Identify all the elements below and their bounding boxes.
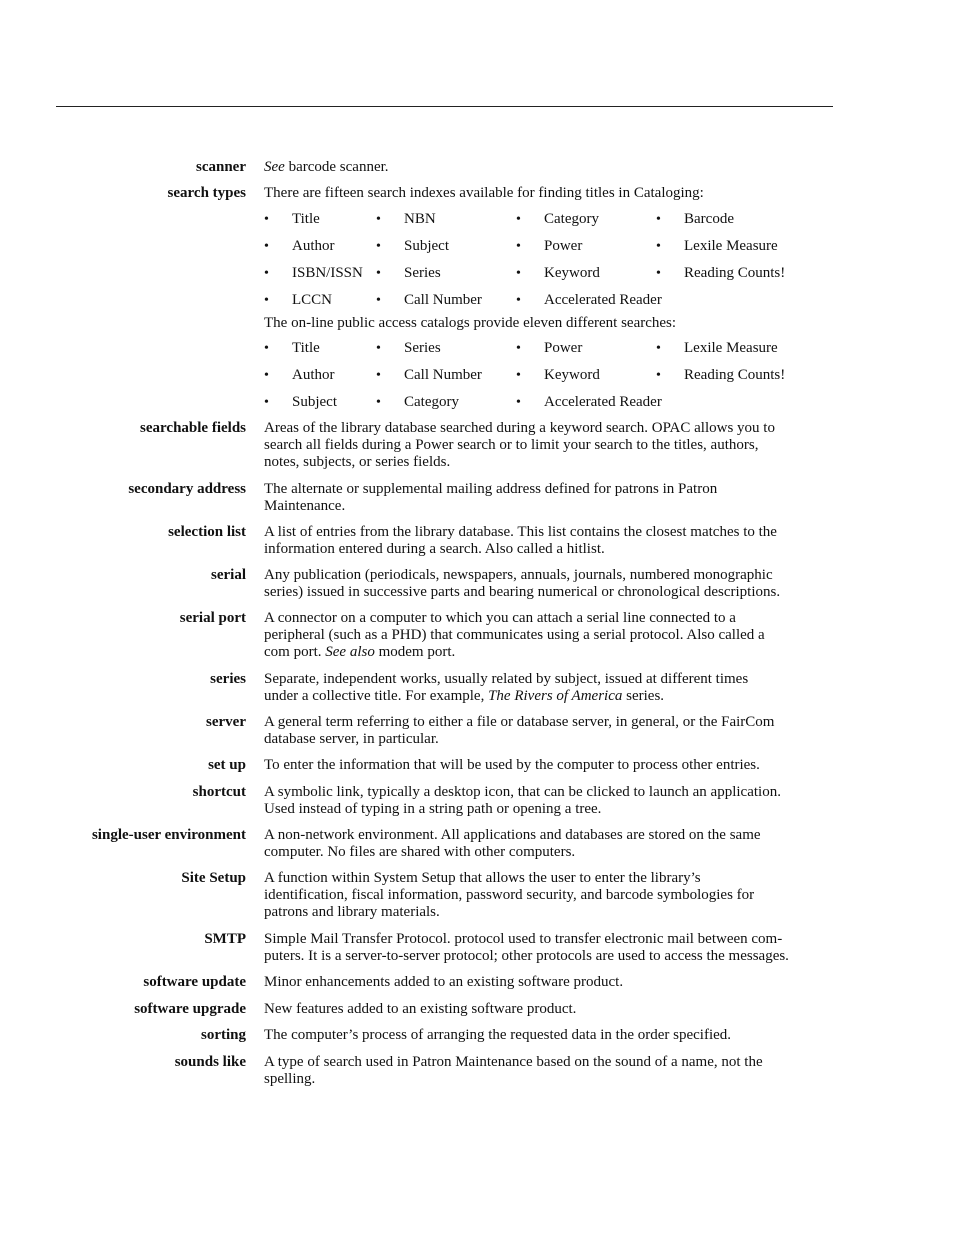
term: software upgrade (134, 1001, 246, 1017)
bullet-icon: • (516, 341, 521, 356)
header-rule (56, 106, 833, 107)
definition: Any publication (periodicals, newspapers, annuals, journals, numbered monographic series) issued in successive parts and bearing numerical or chronological descriptions. (264, 567, 781, 600)
term: sorting (201, 1027, 246, 1043)
bullet-row: • ISBN/ISSN • Series • Keyword • Reading Counts! (264, 265, 786, 281)
definition: The alternate or supplemental mailing address defined for patrons in Patron Maintenance. (264, 481, 718, 514)
bullet-icon: • (516, 368, 521, 383)
term: software update (143, 974, 246, 990)
bullet-icon: • (656, 341, 661, 356)
definition: The computer’s process of arranging the requested data in the order specified. (264, 1027, 732, 1043)
definition: Areas of the library database searched during a keyword search. OPAC allows you to search all fields during a Power search or to limit your search to the titles, authors, notes, subjects, or series fields. (264, 420, 775, 470)
term: serial port (179, 610, 246, 626)
bullet-icon: • (656, 212, 661, 227)
definition (264, 159, 864, 176)
bullet-row: • Author • Subject • Power • Lexile Measure (264, 238, 778, 254)
term: set up (208, 757, 246, 773)
see-reference: See (264, 159, 285, 175)
definition: A type of search used in Patron Maintenance based on the sound of a name, not the spelling. (264, 1054, 763, 1087)
bullet-icon: • (656, 368, 661, 383)
definition: New features added to an existing software product. (264, 1001, 577, 1017)
term: SMTP (204, 931, 246, 947)
definition: A connector on a computer to which you can attach a serial line connected to a peripheral (such as a PHD) that communicates using a serial protocol. Also called a com port. See also modem port. (264, 610, 765, 660)
bullet-row: • Title • Series • Power • Lexile Measure (264, 340, 778, 356)
definition: Simple Mail Transfer Protocol. protocol used to transfer electronic mail between com- puters. It is a server-to-server protocol; other protocols are used to access the messages. (264, 931, 789, 964)
bullet-icon: • (656, 239, 661, 254)
bullet-row: • Title • NBN • Category • Barcode (264, 211, 734, 227)
bullet-icon: • (264, 395, 269, 410)
cataloging-search-list (264, 211, 864, 319)
bullet-icon: • (264, 341, 269, 356)
definition: Minor enhancements added to an existing software product. (264, 974, 624, 990)
bullet-row: • Subject • Category • Accelerated Reader (264, 394, 662, 410)
bullet-icon: • (264, 368, 269, 383)
term: Site Setup (181, 870, 246, 886)
term: selection list (168, 524, 246, 540)
definition: To enter the information that will be used by the computer to process other entries. (264, 757, 760, 773)
definition: A list of entries from the library database. This list contains the closest matches to the information entered during a search. Also called a hitlist. (264, 524, 777, 557)
bullet-icon: • (376, 341, 381, 356)
bullet-icon: • (376, 239, 381, 254)
definition: A general term referring to either a file or database server, in general, or the FairCom database server, in particular. (264, 714, 775, 747)
term: serial (211, 567, 246, 583)
bullet-icon: • (656, 266, 661, 281)
definition: A function within System Setup that allows the user to enter the library’s identification, fiscal information, password security, and barcode symbologies for patrons and library materials. (264, 870, 755, 920)
term: sounds like (174, 1054, 246, 1070)
opac-search-list (264, 340, 864, 421)
definition-intro: There are fifteen search indexes available for finding titles in Cataloging: (264, 185, 704, 201)
term: single-user environment (91, 827, 246, 843)
bullet-icon: • (516, 212, 521, 227)
see-also-reference: See also (325, 644, 375, 660)
term: scanner (196, 159, 246, 175)
definition: A symbolic link, typically a desktop icon, that can be clicked to launch an application. Used instead of typing in a string path or opening a tree. (264, 784, 781, 817)
bullet-icon: • (376, 266, 381, 281)
term: secondary address (128, 481, 246, 497)
definition: Separate, independent works, usually related by subject, issued at different times under a collective title. For example, The Rivers of America series. (264, 671, 749, 704)
term: searchable fields (140, 420, 246, 436)
term: series (210, 671, 246, 687)
opac-intro: The on-line public access catalogs provide eleven different searches: (264, 315, 677, 331)
definition: A non-network environment. All applications and databases are stored on the same computer. No files are shared with other computers. (264, 827, 761, 860)
bullet-icon: • (264, 293, 269, 308)
term: shortcut (192, 784, 246, 800)
bullet-icon: • (376, 395, 381, 410)
bullet-icon: • (376, 368, 381, 383)
bullet-row: • LCCN • Call Number • Accelerated Reader (264, 292, 662, 308)
bullet-icon: • (376, 293, 381, 308)
bullet-icon: • (376, 212, 381, 227)
bullet-icon: • (264, 239, 269, 254)
bullet-icon: • (516, 266, 521, 281)
bullet-icon: • (516, 395, 521, 410)
bullet-icon: • (516, 293, 521, 308)
bullet-row: • Author • Call Number • Keyword • Reading Counts! (264, 367, 786, 383)
series-title: The Rivers of America (488, 688, 623, 704)
term: search types (167, 185, 246, 201)
term: server (206, 714, 246, 730)
definition-text: barcode scanner. (284, 159, 389, 175)
bullet-icon: • (264, 212, 269, 227)
bullet-icon: • (264, 266, 269, 281)
bullet-icon: • (516, 239, 521, 254)
